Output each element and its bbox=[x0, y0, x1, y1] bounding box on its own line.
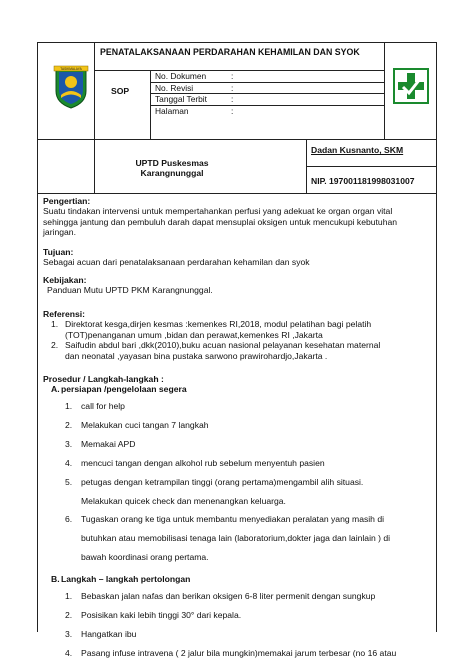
group-a-steps bbox=[43, 401, 435, 571]
sop-document bbox=[37, 42, 437, 658]
section-kebijakan bbox=[43, 275, 435, 296]
heading-kebijakan: Kebijakan: bbox=[43, 275, 87, 285]
list-item: 6. Tugaskan orang ke tiga untuk membantu menyediakan peralatan yang masih di bbox=[65, 514, 385, 525]
group-b-title: B. Langkah – langkah pertolongan bbox=[51, 574, 191, 585]
pengertian-line: Suatu tindakan intervensi untuk mempertahankan perfusi yang adekuat ke organ organ vital bbox=[43, 206, 393, 217]
list-item: 1. Direktorat kesga,dirjen kesmas :kemenkes RI,2018, modul pelatihan bagi pelatih (TOT)penanganan umum ,bidan dan perawat,kemenkes RI ,Jakarta bbox=[51, 319, 372, 340]
list-item: 5. petugas dengan ketrampilan tinggi (orang pertama)mengambil alih situasi. bbox=[65, 476, 364, 487]
field-no-dokumen: No. Dokumen : bbox=[151, 71, 384, 83]
list-item: 2. Posisikan kaki lebih tinggi 30° dari kepala. bbox=[65, 609, 242, 620]
list-item: 3. Memakai APD bbox=[65, 438, 136, 449]
list-item: 2. Saifudin abdul bari ,dkk(2010),buku acuan nasional pelayanan kesehatan maternal dan neonatal ,yayasan bina pustaka sarwono prawirohardjo,Jakarta . bbox=[51, 340, 381, 361]
field-no-revisi: No. Revisi : bbox=[151, 83, 384, 95]
puskesmas-logo-icon bbox=[392, 67, 430, 105]
regency-emblem-icon bbox=[52, 65, 90, 109]
list-item: 4. Pasang infuse intravena ( 2 jalur bila mungkin)memakai jarum terbesar (no 16 atau bbox=[65, 647, 397, 658]
section-pengertian bbox=[43, 196, 435, 238]
pengertian-line: jaringan. bbox=[43, 227, 76, 238]
heading-referensi: Referensi: bbox=[43, 309, 86, 319]
list-item: 1. Bebaskan jalan nafas dan berikan oksigen 6-8 liter permenit dengan sungkup bbox=[65, 590, 376, 601]
section-tujuan bbox=[43, 247, 435, 268]
sop-label: SOP bbox=[111, 86, 130, 96]
list-item-continuation: bawah koordinasi orang pertama. bbox=[81, 551, 209, 562]
section-prosedur bbox=[43, 374, 435, 667]
heading-prosedur: Prosedur / Langkah-langkah : bbox=[43, 374, 164, 384]
signer-nip: NIP. 197001181998031007 bbox=[311, 176, 415, 186]
group-b-steps bbox=[43, 591, 435, 667]
kebijakan-text: Panduan Mutu UPTD PKM Karangnunggal. bbox=[47, 285, 213, 296]
section-referensi bbox=[43, 309, 435, 361]
field-halaman: Halaman : bbox=[155, 105, 234, 116]
document-title: PENATALAKSANAAN PERDARAHAN KEHAMILAN DAN SYOK bbox=[100, 47, 360, 57]
list-item-continuation: Melakukan quicek check dan menenangkan keluarga. bbox=[81, 495, 286, 506]
signer-name: Dadan Kusnanto, SKM bbox=[311, 145, 404, 155]
tujuan-text: Sebagai acuan dari penatalaksanaan perdarahan kehamilan dan syok bbox=[43, 257, 310, 268]
list-item: 1. call for help bbox=[65, 400, 125, 411]
list-item: 3. Hangatkan ibu bbox=[65, 628, 137, 639]
emblem-caption: TASIKMALAYA bbox=[60, 67, 82, 71]
list-item: 4. mencuci tangan dengan alkohol rub sebelum menyentuh pasien bbox=[65, 457, 325, 468]
pengertian-line: sehingga jantung dan pembuluh darah dapat mensuplai oksigen untuk mencukupi kebutuhan bbox=[43, 216, 398, 227]
unit-name: UPTD Puskesmas Karangnunggal bbox=[135, 158, 209, 178]
field-tanggal-terbit: Tanggal Terbit : bbox=[151, 94, 384, 106]
heading-pengertian: Pengertian: bbox=[43, 196, 91, 206]
list-item: 2. Melakukan cuci tangan 7 langkah bbox=[65, 419, 209, 430]
document-fields bbox=[151, 71, 384, 116]
heading-tujuan: Tujuan: bbox=[43, 247, 74, 257]
list-item-continuation: butuhkan atau memobilisasi tenaga lain (laboratorium,dokter jaga dan lainlain ) di bbox=[81, 533, 391, 544]
header-table bbox=[38, 43, 436, 194]
group-a-title: A. persiapan /pengelolaan segera bbox=[51, 384, 187, 395]
